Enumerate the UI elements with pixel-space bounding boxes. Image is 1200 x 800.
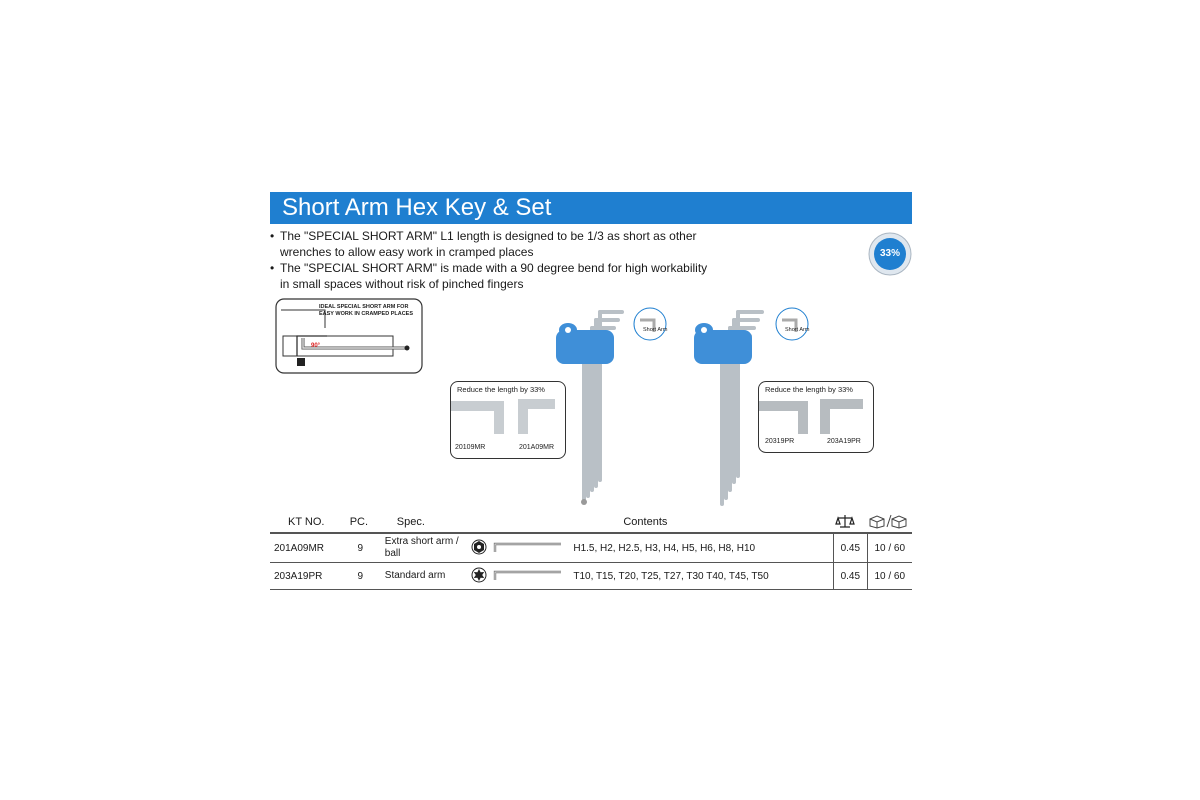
header-weight [834, 512, 867, 533]
key-comparison-icon [451, 394, 565, 434]
header-pc: PC. [350, 512, 371, 533]
kt-no-cell: 201A09MR [270, 533, 350, 563]
key-shape-cell [491, 533, 568, 563]
inset-right-label: 203A19PR [827, 438, 861, 445]
header-kt-no: KT NO. [270, 512, 350, 533]
length-comparison-inset [450, 381, 566, 459]
inset-left-label: 20109MR [455, 444, 486, 451]
table-header-row [270, 512, 912, 533]
tip-cell [467, 533, 491, 563]
weight-cell: 0.45 [834, 563, 867, 590]
diagram-caption: IDEAL SPECIAL SHORT ARM FOR EASY WORK IN CRAMPED PLACES [319, 304, 414, 317]
contents-cell: T10, T15, T20, T25, T27, T30 T40, T45, T50 [567, 563, 833, 590]
header-packaging [867, 512, 912, 533]
weight-scale-icon [834, 513, 856, 529]
key-shape-cell [491, 563, 568, 590]
angle-label: 90° [311, 343, 321, 349]
contents-cell: H1.5, H2, H2.5, H3, H4, H5, H6, H8, H10 [567, 533, 833, 563]
weight-cell: 0.45 [834, 533, 867, 563]
header-spec: Spec. [371, 512, 467, 533]
length-comparison-inset [758, 381, 874, 453]
page-title: Short Arm Hex Key & Set [282, 194, 552, 221]
hex-key-shape-icon [491, 541, 563, 553]
pack-cell: 10 / 60 [867, 533, 912, 563]
inset-left-label: 20319PR [765, 438, 795, 445]
table-row [270, 533, 912, 563]
table-row [270, 563, 912, 590]
key-comparison-icon [759, 394, 873, 434]
title-bar [270, 192, 912, 224]
torx-key-shape-icon [491, 569, 563, 581]
callout-circle-icon [774, 306, 810, 342]
spec-cell: Standard arm [371, 563, 467, 590]
pc-cell: 9 [350, 563, 371, 590]
packaging-box-icon [867, 513, 907, 529]
short-arm-callout [632, 306, 668, 347]
badge-value: 33% [879, 248, 900, 259]
short-arm-callout [774, 306, 810, 347]
tip-cell [467, 563, 491, 590]
torx-icon [471, 567, 487, 583]
feature-item: • The "SPECIAL SHORT ARM" is made with a 90 degree bend for high workability in small spaces without risk of pinched fingers [270, 260, 710, 292]
reduction-badge [868, 232, 912, 276]
inset-caption: Reduce the length by 33% [457, 385, 545, 394]
inset-caption: Reduce the length by 33% [765, 385, 853, 394]
kt-no-cell: 203A19PR [270, 563, 350, 590]
header-contents: Contents [567, 512, 833, 533]
hex-ball-icon [471, 539, 487, 555]
callout-label: Short Arm [643, 327, 668, 333]
spec-cell: Extra short arm / ball [371, 533, 467, 563]
callout-circle-icon [632, 306, 668, 342]
feature-list [270, 228, 710, 292]
pc-cell: 9 [350, 533, 371, 563]
callout-label: Short Arm [785, 327, 810, 333]
pack-cell: 10 / 60 [867, 563, 912, 590]
spec-table [270, 512, 912, 590]
inset-right-label: 201A09MR [519, 444, 555, 451]
short-arm-diagram [275, 298, 423, 374]
feature-item: • The "SPECIAL SHORT ARM" L1 length is designed to be 1/3 as short as other wrenches to allow easy work in cramped places [270, 228, 710, 260]
